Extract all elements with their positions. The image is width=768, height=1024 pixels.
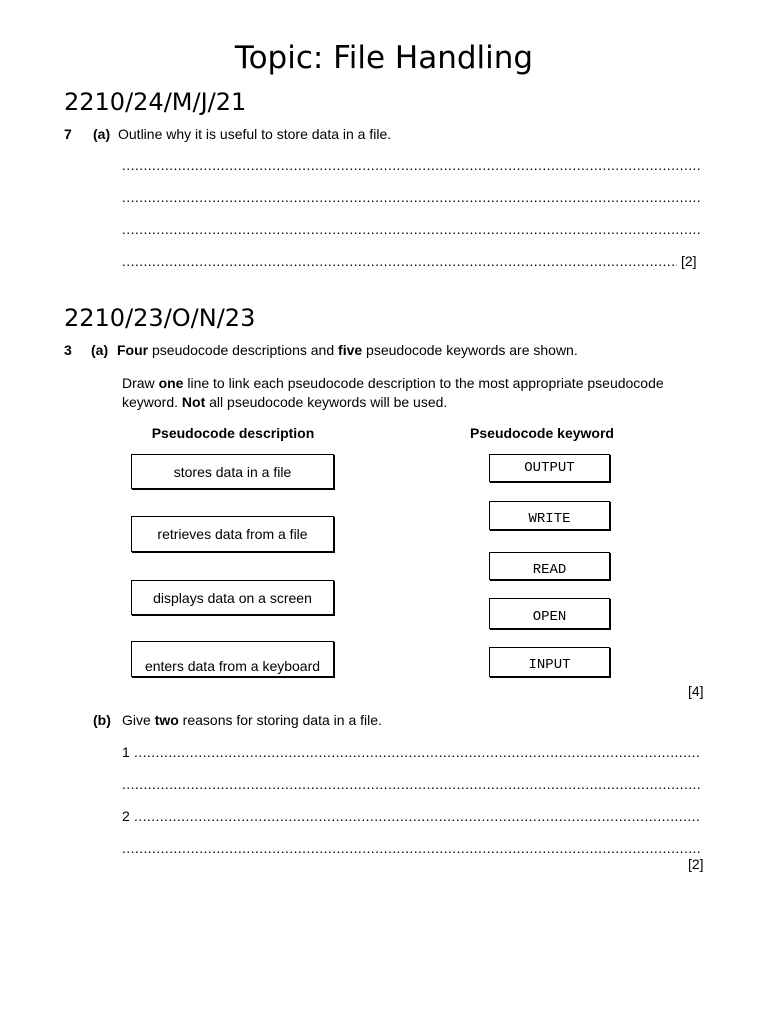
keyword-box-open[interactable] [489,598,610,629]
emphasis: Four [117,342,149,358]
keyword-box-read[interactable] [489,552,610,580]
description-label: retrieves data from a file [157,526,308,542]
emphasis: Not [181,394,206,410]
answer-line[interactable] [122,251,677,271]
instruction-text: Draw [122,375,159,391]
paper-code-1: 2210/24/M/J/21 [64,88,247,116]
instruction-line-2 [122,392,447,412]
page-title: Topic: File Handling [234,40,534,76]
intro-text: pseudocode keywords are shown. [362,342,578,358]
question-text [122,710,382,730]
description-box-stores[interactable] [131,454,334,489]
answer-number-2: 2 [122,808,130,824]
instruction-text: all pseudocode keywords will be used. [205,394,448,410]
instruction-text: line to link each pseudocode description to the most appropriate pseudocode [183,375,664,391]
answer-number-1: 1 [122,744,130,760]
answer-line[interactable] [122,219,700,239]
keyword-label: READ [532,562,567,578]
keyword-column-header: Pseudocode keyword [470,425,614,441]
description-column-header: Pseudocode description [151,425,315,441]
marks-label: [4] [688,683,704,699]
question-number: 7 [64,126,72,142]
keyword-label: WRITE [528,511,571,527]
keyword-label: OPEN [532,609,567,625]
answer-line[interactable] [122,838,700,858]
description-box-enters[interactable] [131,641,334,677]
question-part: (b) [93,712,111,728]
answer-line[interactable] [134,806,700,826]
question-number: 3 [64,342,72,358]
question-part: (a) [93,126,111,142]
keyword-label: OUTPUT [524,460,575,476]
question-text-part: Give [122,712,155,728]
question-text-part: reasons for storing data in a file. [178,712,382,728]
instruction-text: keyword. [122,394,182,410]
description-label: enters data from a keyboard [144,658,321,674]
keyword-label: INPUT [528,657,571,673]
emphasis: five [338,342,363,358]
question-part: (a) [91,342,109,358]
instruction-line-1 [122,373,664,393]
answer-line[interactable] [122,187,700,207]
answer-line[interactable] [134,742,700,762]
keyword-box-write[interactable] [489,501,610,530]
intro-text: pseudocode descriptions and [148,342,339,358]
description-box-displays[interactable] [131,580,334,615]
answer-line[interactable] [122,774,700,794]
description-box-retrieves[interactable] [131,516,334,552]
answer-line[interactable] [122,155,700,175]
description-label: stores data in a file [173,463,292,480]
marks-label: [2] [681,253,697,269]
emphasis: one [158,375,184,391]
marks-label: [2] [688,856,704,872]
paper-code-2: 2210/23/O/N/23 [64,304,256,332]
description-label: displays data on a screen [153,589,312,606]
question-text: Outline why it is useful to store data in a file. [118,126,392,142]
keyword-box-input[interactable] [489,647,610,677]
question-intro [117,340,578,360]
keyword-box-output[interactable] [489,454,610,482]
emphasis: two [154,712,179,728]
